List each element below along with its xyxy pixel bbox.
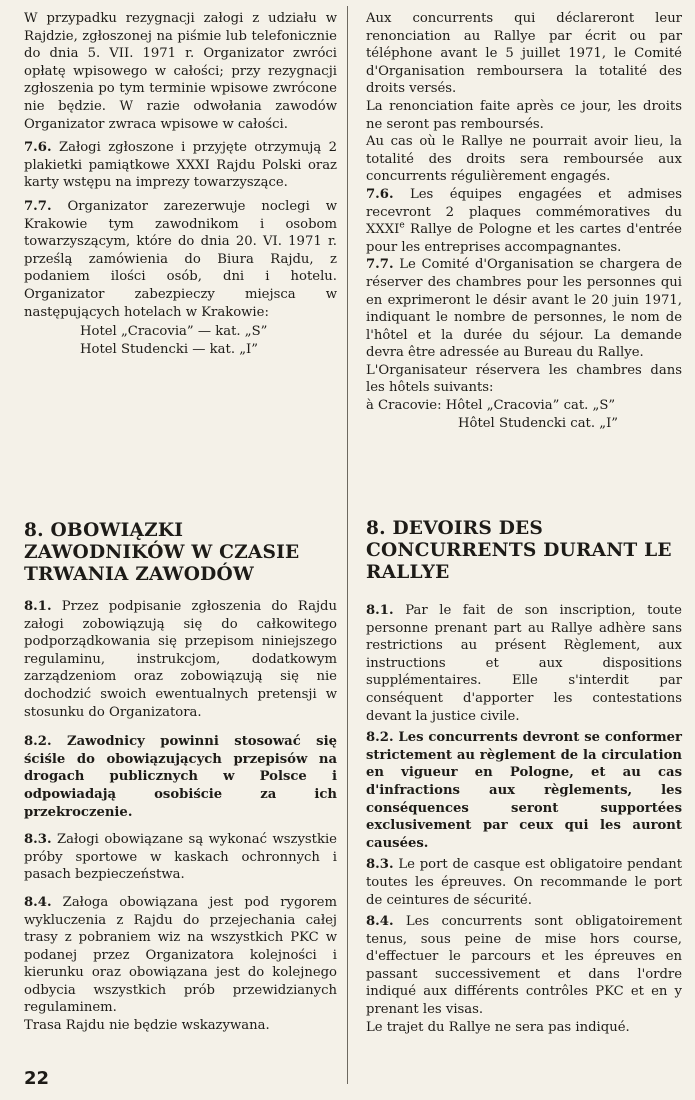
section-number: 7.6.	[366, 186, 394, 202]
section-number: 8.1.	[366, 603, 394, 618]
hotel-cracovia-fr: à Cracovie: Hôtel „Cracovia” cat. „S”	[366, 398, 616, 414]
section-text: Les équipes engagées et admises recevront 2 plaques commémoratives du XXXI	[366, 186, 682, 238]
section-8-heading-pl	[24, 520, 340, 586]
heading-text: 8. OBOWIĄZKI ZAWODNIKÓW W CZASIE TRWANIA ZAWODÓW	[24, 520, 300, 585]
heading-text: 8. DEVOIRS DES CONCURRENTS DURANT LE RALLYE	[366, 518, 672, 583]
section-7-7-pl	[24, 198, 337, 321]
hotel-studencki-pl: Hotel Studencki — kat. „I”	[80, 341, 259, 357]
paragraph-renonciation-1: Aux concurrents qui déclareront leur renonciation au Rallye par écrit ou par téléphone avant le 5 juillet 1971, le Comité d'Organisation remboursera la totalité des droits versés.	[366, 11, 682, 97]
section-number: 8.2.	[24, 734, 52, 750]
paragraph-renonciation-3: Au cas où le Rallye ne pourrait avoir lieu, la totalité des droits sera remboursée aux concurrents régulièrement engagés.	[366, 134, 682, 185]
section-text: Załoga obowiązana jest pod rygorem wykluczenia z Rajdu do przejechania całej trasy z pobraniem wiz na wszystkich PKC w podanej przez Organizatora kolejności i kierunku oraz obowiązana jest do kolejnego odbycia wszystkich prób przewidzianych regulaminem.	[24, 894, 337, 1016]
paragraph-reservation-fr: L'Organisateur réservera les chambres dans les hôtels suivants:	[366, 362, 682, 396]
right-column-top	[366, 10, 682, 432]
section-number: 8.3.	[24, 832, 52, 848]
section-7-6-pl	[24, 139, 337, 192]
section-8-1-fr	[366, 602, 682, 725]
paragraph-renonciation-2: La renonciation faite après ce jour, les droits ne seront pas remboursés.	[366, 98, 682, 132]
paragraph-withdrawal-pl: W przypadku rezygnacji załogi z udziału w Rajdzie, zgłoszonej na piśmie lub telefonicznie do dnia 5. VII. 1971 r. Organizator zwróci opłatę wpisowego w całości; przy rezygnacji zgłoszenia po tym terminie wpisowe zwrócone nie będzie. W razie odwołania zawodów Organizator zwraca wpisowe w całości.	[24, 11, 337, 132]
section-7-7-fr	[366, 256, 682, 362]
hotel-list-pl	[80, 323, 337, 358]
section-8-3-fr	[366, 856, 682, 909]
section-text: Les concurrents devront se conformer strictement au règlement de la circulation en vigueur en Pologne, et au cas d'infractions aux règlements, les conséquences seront supportées exclusivement par ceux qui les auront causées.	[366, 730, 683, 851]
route-note-pl: Trasa Rajdu nie będzie wskazywana.	[24, 1018, 270, 1034]
section-8-2-pl	[24, 733, 337, 821]
section-number: 8.4.	[24, 894, 52, 910]
column-divider	[347, 6, 348, 1084]
section-7-6-fr	[366, 186, 682, 256]
section-text: Le port de casque est obligatoire pendant toutes les épreuves. On recommande le port de ceintures de sécurité.	[366, 857, 682, 908]
section-text: Les concurrents sont obligatoirement tenus, sous peine de mise hors course, d'effectuer le parcours et les épreuves en passant successivement et dans l'ordre indiqué aux différents contrôles PKC et en y prenant les visas.	[366, 914, 682, 1018]
section-8-2-fr	[366, 729, 682, 852]
section-number: 8.2.	[366, 730, 394, 746]
section-text-cont: Rallye de Pologne et les cartes d'entrée pour les entreprises accompagnantes.	[366, 222, 682, 255]
section-text: Przez podpisanie zgłoszenia do Rajdu załogi zobowiązują się do całkowitego podporządkowania się przepisom niniejszego regulaminu, instrukcjom, dodatkowym zarządzeniom oraz zobowiązują się nie dochodzić swoich ewentualnych pretensji w stosunku do Organizatora.	[24, 599, 337, 720]
hotel-cracovia-pl: Hotel „Cracovia” — kat. „S”	[80, 324, 268, 340]
section-number: 8.3.	[366, 857, 394, 873]
hotel-list-fr	[366, 397, 682, 432]
section-text: Zawodnicy powinni stosować się ściśle do obowiązujących przepisów na drogach publicznych w Polsce i odpowiadają osobiście za ich przekroczenie.	[24, 734, 338, 820]
section-8-heading-fr	[366, 518, 682, 584]
left-column-top	[24, 10, 337, 358]
section-number: 8.1.	[24, 599, 52, 614]
section-text: Załogi zgłoszone i przyjęte otrzymują 2 plakietki pamiątkowe XXXI Rajdu Polski oraz karty wstępu na imprezy towarzyszące.	[24, 140, 337, 191]
section-number: 7.7.	[366, 257, 394, 273]
section-8-4-pl	[24, 894, 337, 1017]
section-8-1-pl	[24, 598, 337, 721]
page-number: 22	[24, 1068, 50, 1089]
superscript-e: e	[399, 220, 405, 231]
hotel-studencki-fr: Hôtel Studencki cat. „I”	[458, 415, 619, 431]
section-text: Załogi obowiązane są wykonać wszystkie próby sportowe w kaskach ochronnych i pasach bezpieczeństwa.	[24, 832, 337, 883]
route-note-fr: Le trajet du Rallye ne sera pas indiqué.	[366, 1019, 630, 1035]
section-text: Organizator zarezerwuje noclegi w Krakowie tym zawodnikom i osobom towarzyszącym, które do dnia 20. VI. 1971 r. prześlą zamówienia do Biura Rajdu, z podaniem ilości osób, dni i hotelu. Organizator zabezpieczy miejsca w następujących hotelach w Krakowie:	[24, 198, 337, 320]
section-number: 7.7.	[24, 198, 52, 214]
left-column-section-8	[24, 598, 337, 1041]
section-number: 7.6.	[24, 140, 52, 156]
right-column-section-8	[366, 602, 682, 1042]
section-text: Le Comité d'Organisation se chargera de réserver des chambres pour les personnes qui en exprimeront le désir avant le 20 juin 1971, indiquant le nombre de personnes, le nom de l'hôtel et la durée du séjour. La demande devra être adressée au Bureau du Rallye.	[366, 257, 682, 361]
section-number: 8.4.	[366, 914, 394, 930]
section-text: Par le fait de son inscription, toute personne prenant part au Rallye adhère sans restrictions au présent Règlement, aux instructions et aux dispositions supplémentaires. Elle s'interdit par conséquent d'apporter les contestations devant la justice civile.	[366, 603, 682, 724]
section-8-3-pl	[24, 831, 337, 884]
section-8-4-fr	[366, 913, 682, 1019]
